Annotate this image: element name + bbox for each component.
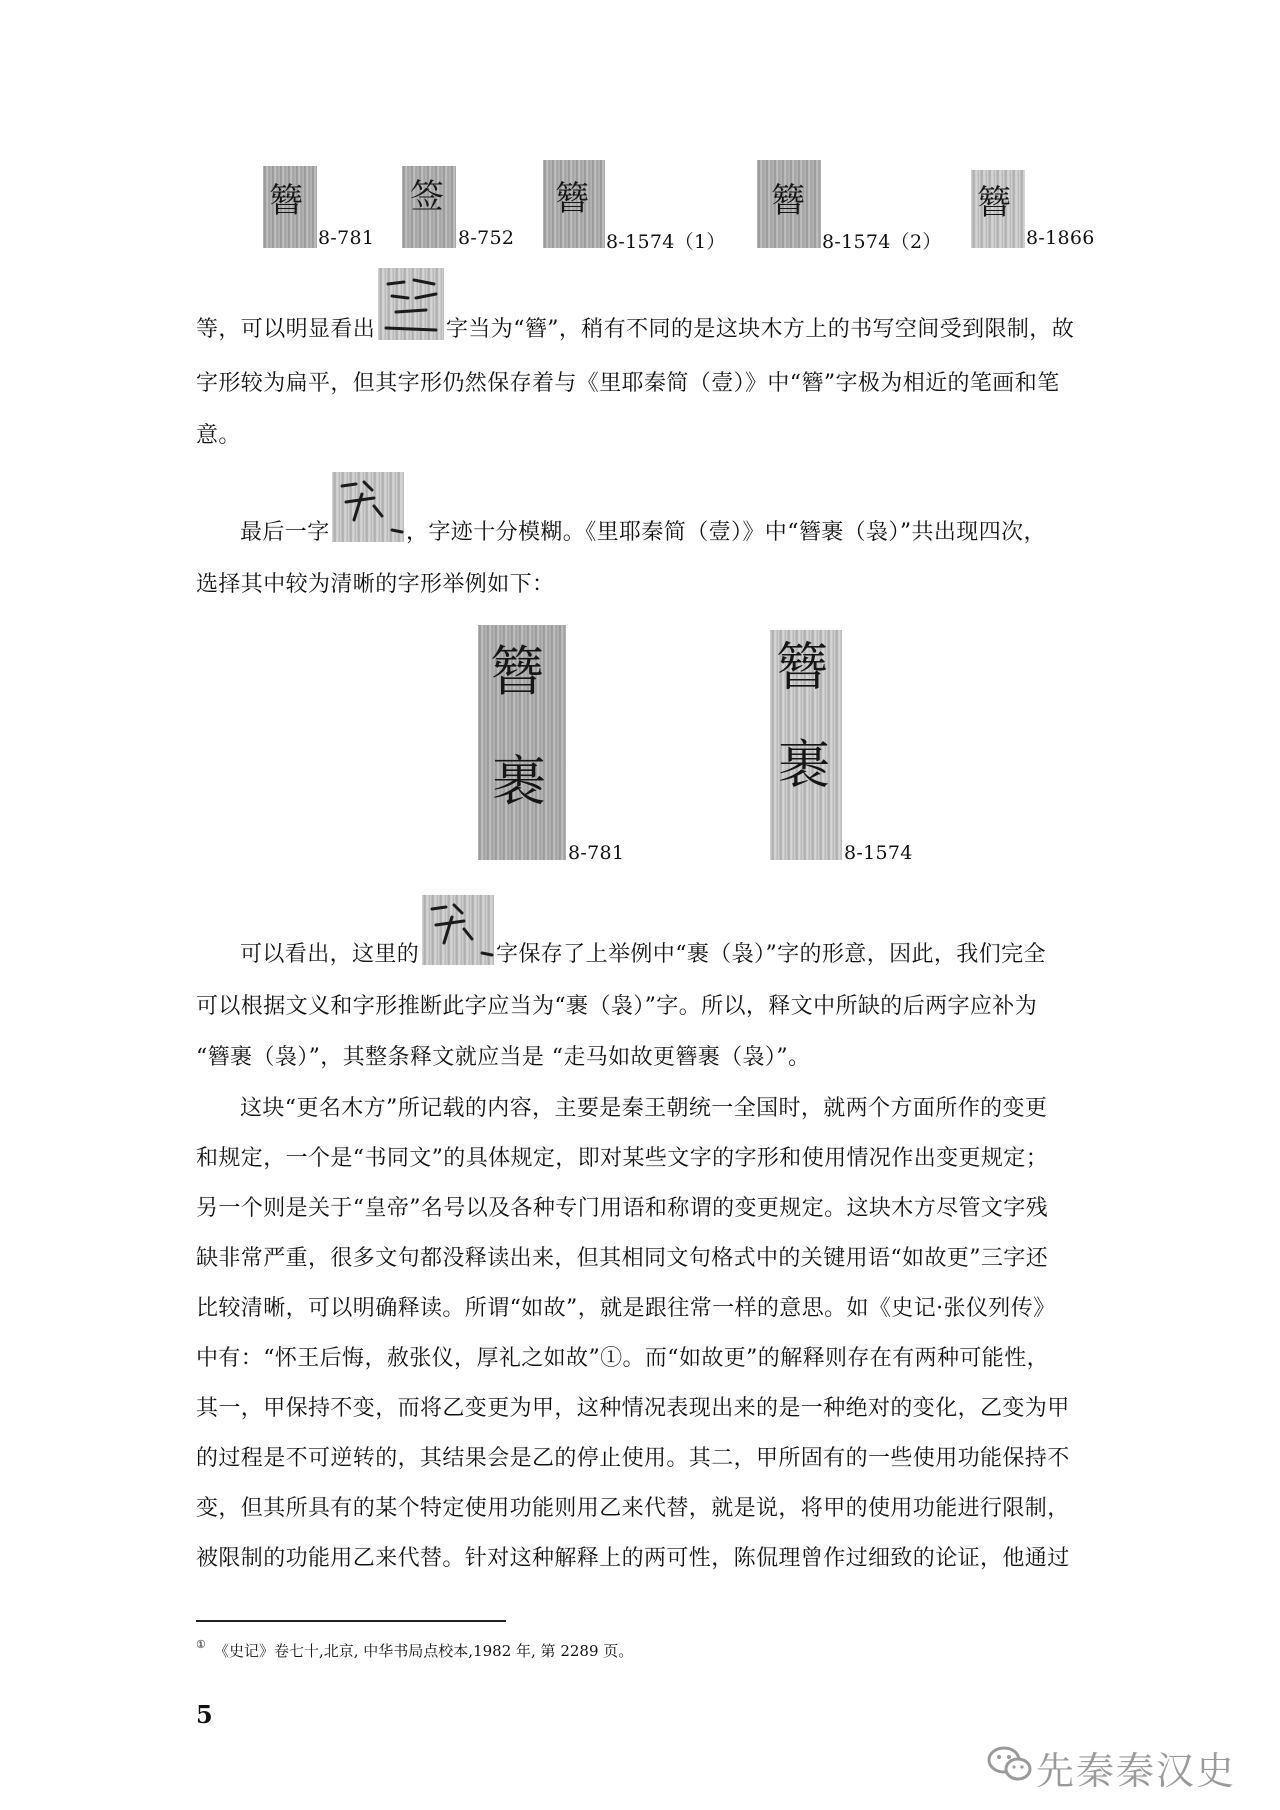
figure-label-large-8-781: 8-781 (568, 842, 625, 864)
wood-slip-image-8-781: 簪 (263, 166, 317, 248)
paragraph-4-line-5: 比较清晰，可以明确释读。所谓“如故”，就是跟往常一样的意思。如《史记·张仪列传》 (196, 1296, 1056, 1321)
wood-slip-image-8-1574-2: 簪 (757, 160, 821, 248)
figure-label-8-752: 8-752 (458, 227, 515, 249)
footnote-marker: ① (196, 1638, 206, 1651)
figure-label-8-1574-2: 8-1574（2） (822, 231, 942, 253)
paragraph-1-line-2: 字形较为扁平，但其字形仍然保存着与《里耶秦简（壹）》中“簪”字极为相近的笔画和笔 (196, 371, 1060, 396)
paragraph-4-line-6: 中有：“怀王后悔，赦张仪，厚礼之如故”①。而“如故更”的解释则存在有两种可能性， (196, 1346, 1049, 1371)
figure-label-8-781: 8-781 (318, 227, 375, 249)
paragraph-2-line-2: 选择其中较为清晰的字形举例如下： (196, 572, 555, 597)
paragraph-1-line-1-end: 字当为“簪”，稍有不同的是这块木方上的书写空间受到限制，故 (446, 317, 1075, 342)
watermark-text: 先秦秦汉史 (1036, 1749, 1237, 1793)
inline-character-image-niao (332, 472, 404, 542)
figure-label-8-1574-1: 8-1574（1） (606, 231, 726, 253)
paragraph-3-line-1-start: 可以看出，这里的 (240, 942, 420, 967)
paragraph-1-line-1-start: 等，可以明显看出 (196, 317, 376, 342)
paragraph-4-line-9: 变，但其所具有的某个特定使用功能则用乙来代替，就是说，将甲的使用功能进行限制， (196, 1496, 1070, 1521)
wood-slip-image-large-8-1574: 簪 裹 (770, 630, 842, 860)
paragraph-4-line-10: 被限制的功能用乙来代替。针对这种解释上的两可性，陈侃理曾作过细致的论证，他通过 (196, 1546, 1070, 1571)
paragraph-4-line-3: 另一个则是关于“皇帝”名号以及各种专门用语和称谓的变更规定。这块木方尽管文字残 (196, 1196, 1049, 1221)
paragraph-2-line-1-end: ，字迹十分模糊。《里耶秦简（壹）》中“簪裹（袅）”共出现四次， (406, 520, 1046, 545)
paragraph-4-line-2: 和规定，一个是“书同文”的具体规定，即对某些文字的字形和使用情况作出变更规定； (196, 1146, 1049, 1171)
paragraph-3-line-3: “簪裹（袅）”，其整条释文就应当是 “走马如故更簪裹（袅）”。 (196, 1045, 811, 1070)
figure-label-large-8-1574: 8-1574 (844, 842, 913, 864)
paragraph-4-line-7: 其一，甲保持不变，而将乙变更为甲，这种情况表现出来的是一种绝对的变化，乙变为甲 (196, 1396, 1070, 1421)
footnote-divider (196, 1620, 506, 1622)
paragraph-4-line-4: 缺非常严重，很多文句都没释读出来，但其相同文句格式中的关键用语“如故更”三字还 (196, 1246, 1049, 1271)
wood-slip-image-large-8-781: 簪 裹 (478, 625, 566, 860)
paragraph-3-line-1-end: 字保存了上举例中“裹（袅）”字的形意，因此，我们完全 (496, 942, 1046, 967)
paragraph-4-line-1: 这块“更名木方”所记载的内容，主要是秦王朝统一全国时，就两个方面所作的变更 (240, 1096, 1048, 1121)
inline-character-image-zan (378, 268, 444, 340)
figure-label-8-1866: 8-1866 (1026, 227, 1095, 249)
wood-slip-image-8-752: 签 (402, 166, 456, 248)
paragraph-2-line-1-start: 最后一字 (240, 520, 330, 545)
paragraph-1-line-3: 意。 (196, 423, 241, 448)
paragraph-4-line-8: 的过程是不可逆转的，其结果会是乙的停止使用。其二，甲所固有的一些使用功能保持不 (196, 1446, 1070, 1471)
paragraph-3-line-2: 可以根据文义和字形推断此字应当为“裹（袅）”字。所以，释文中所缺的后两字应补为 (196, 994, 1038, 1019)
wechat-icon (986, 1744, 1034, 1784)
page-number: 5 (196, 1700, 213, 1729)
inline-character-image-niao-2 (422, 895, 494, 965)
footnote-text: 《史记》卷七十,北京, 中华书局点校本,1982 年, 第 2289 页。 (214, 1642, 634, 1660)
wood-slip-image-8-1866: 簪 (971, 170, 1025, 248)
wood-slip-image-8-1574-1: 簪 (543, 160, 605, 248)
